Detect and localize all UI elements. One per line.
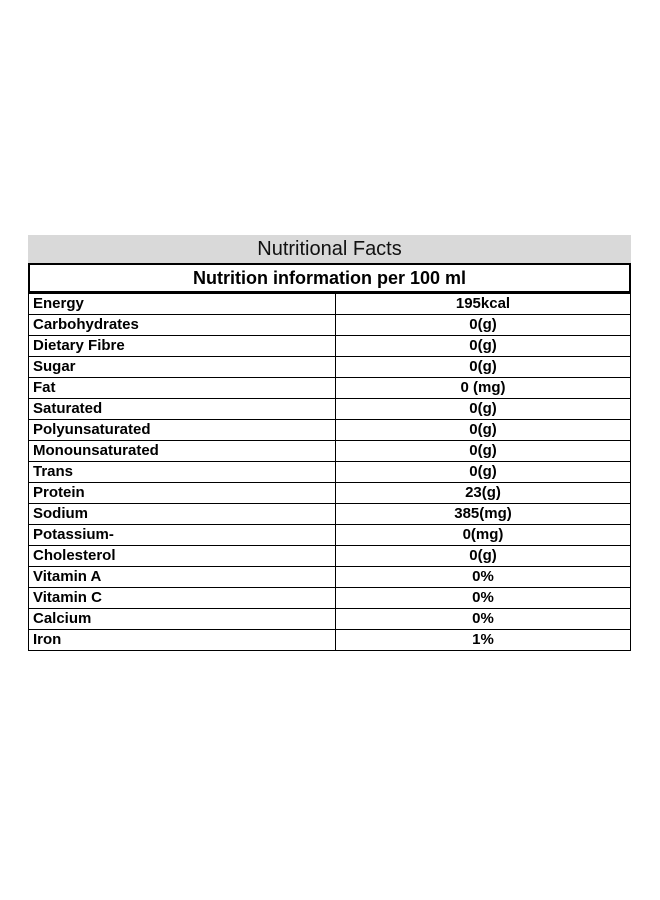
nutrient-value: 385(mg): [336, 504, 631, 525]
nutrient-value: 0%: [336, 588, 631, 609]
table-row: [29, 504, 631, 525]
table-row: [29, 420, 631, 441]
table-row: [29, 441, 631, 462]
table-row: [29, 588, 631, 609]
table-row: [29, 609, 631, 630]
nutrient-value: 0 (mg): [336, 378, 631, 399]
nutrient-label: Sodium: [29, 504, 336, 525]
table-row: [29, 525, 631, 546]
nutrient-value: 0(mg): [336, 525, 631, 546]
nutrient-label: Energy: [29, 294, 336, 315]
nutrient-value: 0(g): [336, 441, 631, 462]
nutrient-value: 0(g): [336, 399, 631, 420]
nutrient-label: Vitamin C: [29, 588, 336, 609]
nutrient-label: Carbohydrates: [29, 315, 336, 336]
nutrient-label: Saturated: [29, 399, 336, 420]
nutrient-value: 0%: [336, 567, 631, 588]
nutrient-value: 0(g): [336, 420, 631, 441]
nutrient-label: Sugar: [29, 357, 336, 378]
table-row: [29, 294, 631, 315]
nutrition-table-body: [29, 294, 631, 651]
nutrient-value: 0(g): [336, 462, 631, 483]
panel-subtitle: Nutrition information per 100 ml: [28, 263, 631, 293]
nutrient-value: 1%: [336, 630, 631, 651]
nutrient-label: Protein: [29, 483, 336, 504]
nutrient-value: 195kcal: [336, 294, 631, 315]
table-row: [29, 483, 631, 504]
nutrient-label: Dietary Fibre: [29, 336, 336, 357]
nutrient-value: 0(g): [336, 336, 631, 357]
nutrient-label: Monounsaturated: [29, 441, 336, 462]
table-row: [29, 630, 631, 651]
table-row: [29, 378, 631, 399]
table-row: [29, 336, 631, 357]
table-row: [29, 462, 631, 483]
nutrient-label: Trans: [29, 462, 336, 483]
nutrient-value: 23(g): [336, 483, 631, 504]
nutrition-panel: [28, 235, 631, 651]
table-row: [29, 399, 631, 420]
nutrient-label: Fat: [29, 378, 336, 399]
nutrition-table: [28, 293, 631, 651]
nutrient-value: 0%: [336, 609, 631, 630]
table-row: [29, 315, 631, 336]
nutrient-label: Cholesterol: [29, 546, 336, 567]
nutrient-value: 0(g): [336, 357, 631, 378]
nutrient-value: 0(g): [336, 315, 631, 336]
panel-title: Nutritional Facts: [28, 235, 631, 263]
nutrient-label: Iron: [29, 630, 336, 651]
nutrient-label: Calcium: [29, 609, 336, 630]
nutrient-value: 0(g): [336, 546, 631, 567]
table-row: [29, 357, 631, 378]
table-row: [29, 546, 631, 567]
nutrient-label: Vitamin A: [29, 567, 336, 588]
table-row: [29, 567, 631, 588]
nutrient-label: Polyunsaturated: [29, 420, 336, 441]
nutrient-label: Potassium-: [29, 525, 336, 546]
